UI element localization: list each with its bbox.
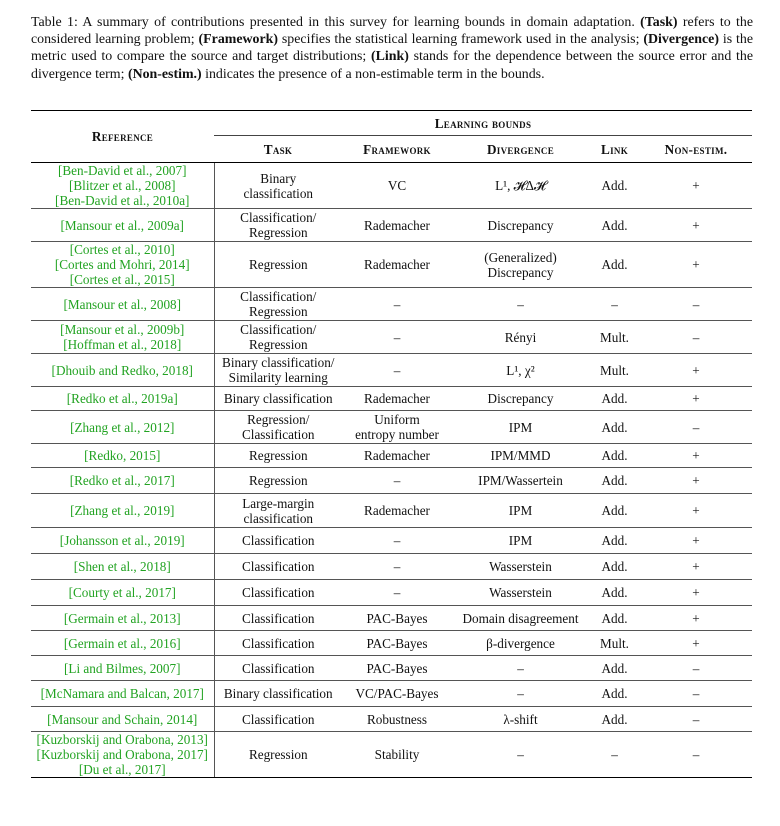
citation-link[interactable]: [Zhang et al., 2012] (70, 419, 175, 435)
cell-framework-line: PAC-Bayes (366, 660, 428, 676)
cell-nonestim: – (640, 707, 752, 732)
cell-link: – (589, 288, 640, 321)
cell-divergence-line: Rényi (504, 329, 537, 345)
table-row (31, 242, 752, 288)
cell-divergence (452, 656, 589, 681)
cell-task-line: Classification (241, 427, 315, 442)
cell-nonestim: – (640, 411, 752, 444)
citation-link[interactable]: [Redko et al., 2017] (69, 473, 175, 488)
cell-framework-line: Rademacher (364, 503, 430, 518)
cell-task-line: Similarity learning (228, 370, 328, 385)
cell-divergence-line: – (517, 660, 524, 676)
citation-link[interactable]: [Germain et al., 2016] (63, 635, 181, 651)
cell-nonestim: – (640, 321, 752, 354)
citation-link[interactable]: [Cortes et al., 2010] (69, 242, 175, 257)
cell-link: Add. (589, 411, 640, 444)
cell-framework-line: Rademacher (364, 217, 430, 233)
table-row (31, 580, 752, 606)
cell-divergence (452, 411, 589, 444)
citation-link[interactable]: [Johansson et al., 2019] (59, 533, 185, 548)
caption-term-framework: (Framework) (198, 32, 278, 48)
cell-divergence-line: IPM/MMD (490, 448, 551, 463)
cell-reference (31, 468, 214, 494)
cell-task-line: Regression (248, 448, 308, 463)
cell-task (214, 656, 342, 681)
cell-task-line: Binary classification (223, 391, 333, 406)
cell-divergence-line: – (517, 296, 524, 312)
caption-term-divergence: (Divergence) (643, 32, 719, 48)
learning-bounds-table (31, 110, 752, 778)
cell-reference (31, 631, 214, 656)
citation-link[interactable]: [Li and Bilmes, 2007] (64, 660, 181, 676)
header-learning-bounds: Learning bounds (214, 111, 752, 136)
table-row (31, 354, 752, 387)
cell-task (214, 631, 342, 656)
caption-term-task: (Task) (640, 15, 678, 30)
cell-task-line: Binary classification/ (222, 355, 335, 370)
cell-task-line: Classification/ (240, 210, 317, 225)
table-row (31, 321, 752, 354)
cell-task-line: classification (243, 510, 314, 526)
header-nonestim: Non-estim. (640, 136, 752, 163)
cell-framework (342, 209, 452, 242)
cell-reference (31, 606, 214, 631)
cell-framework (342, 528, 452, 554)
cell-framework (342, 321, 452, 354)
cell-divergence (452, 606, 589, 631)
cell-nonestim: + (640, 163, 752, 209)
cell-divergence (452, 444, 589, 468)
table-row (31, 681, 752, 707)
table-row (31, 209, 752, 242)
cell-divergence-line: Wasserstein (489, 585, 552, 600)
caption-label: Table 1: (31, 15, 78, 30)
cell-link: Mult. (589, 354, 640, 387)
cell-framework-line: Rademacher (364, 257, 430, 272)
citation-link[interactable]: [Redko et al., 2019a] (66, 391, 178, 406)
cell-divergence (452, 209, 589, 242)
cell-task (214, 707, 342, 732)
citation-link[interactable]: [Mansour et al., 2008] (63, 296, 182, 312)
header-link: Link (589, 136, 640, 163)
cell-task-line: Regression (248, 337, 308, 352)
cell-task (214, 321, 342, 354)
cell-divergence (452, 580, 589, 606)
cell-divergence-line: (Generalized) (484, 249, 557, 265)
cell-link: – (589, 732, 640, 778)
cell-divergence-line: L¹, 𝓗Δ𝓗 (495, 178, 546, 193)
cell-nonestim: + (640, 494, 752, 528)
cell-task (214, 354, 342, 387)
citation-link[interactable]: [McNamara and Balcan, 2017] (40, 686, 204, 701)
cell-task-line: Classification (241, 533, 315, 548)
cell-framework (342, 387, 452, 411)
cell-task-line: Classification/ (240, 289, 317, 304)
cell-divergence (452, 554, 589, 580)
cell-divergence-line: λ-shift (503, 711, 538, 727)
cell-framework-line: Uniform (374, 412, 420, 427)
cell-nonestim: + (640, 580, 752, 606)
cell-link: Add. (589, 387, 640, 411)
cell-task-line: Classification (241, 711, 315, 727)
cell-framework (342, 494, 452, 528)
citation-link[interactable]: [Shen et al., 2018] (73, 559, 171, 574)
table-row (31, 656, 752, 681)
cell-divergence-line: Discrepancy (487, 264, 554, 280)
table-row (31, 387, 752, 411)
cell-framework-line: entropy number (355, 427, 439, 442)
cell-link: Mult. (589, 631, 640, 656)
citation-link[interactable]: [Cortes et al., 2015] (69, 272, 175, 287)
cell-framework-line: PAC-Bayes (366, 610, 428, 626)
cell-divergence-line: IPM/Wassertein (478, 473, 563, 488)
cell-reference (31, 387, 214, 411)
cell-divergence-line: IPM (508, 419, 533, 435)
cell-divergence-line: IPM (508, 503, 533, 518)
cell-task-line: Regression (248, 747, 308, 762)
table-row (31, 163, 752, 209)
cell-framework-line: Stability (374, 747, 420, 762)
table-row (31, 494, 752, 528)
cell-reference (31, 681, 214, 707)
cell-divergence (452, 732, 589, 778)
cell-task-line: Classification (241, 660, 315, 676)
cell-framework-line: Rademacher (364, 448, 430, 463)
cell-reference (31, 732, 214, 778)
cell-divergence (452, 528, 589, 554)
cell-link: Add. (589, 580, 640, 606)
cell-framework (342, 354, 452, 387)
table-row (31, 288, 752, 321)
table-row (31, 707, 752, 732)
cell-framework (342, 580, 452, 606)
cell-task (214, 494, 342, 528)
citation-link[interactable]: [Zhang et al., 2019] (70, 503, 175, 518)
cell-framework (342, 163, 452, 209)
cell-task (214, 580, 342, 606)
cell-nonestim: + (640, 468, 752, 494)
cell-link: Add. (589, 468, 640, 494)
cell-reference (31, 528, 214, 554)
citation-link[interactable]: [Dhouib and Redko, 2018] (51, 362, 193, 378)
cell-task-line: Binary classification (223, 686, 333, 701)
citation-link[interactable]: [Courty et al., 2017] (68, 585, 176, 600)
cell-framework-line: PAC-Bayes (366, 635, 428, 651)
table-row (31, 606, 752, 631)
cell-link: Add. (589, 606, 640, 631)
table-row (31, 554, 752, 580)
cell-nonestim: + (640, 528, 752, 554)
cell-link: Add. (589, 242, 640, 288)
citation-link[interactable]: [Ben-David et al., 2007] (57, 163, 187, 178)
caption-term-link: (Link) (371, 49, 409, 65)
cell-task-line: Regression (248, 304, 308, 319)
cell-divergence (452, 288, 589, 321)
cell-divergence (452, 681, 589, 707)
citation-link[interactable]: [Hoffman et al., 2018] (63, 337, 182, 352)
cell-task (214, 468, 342, 494)
cell-framework-line: Rademacher (364, 391, 430, 406)
cell-divergence-line: β-divergence (486, 635, 555, 651)
cell-framework-line: – (393, 533, 401, 548)
cell-reference (31, 580, 214, 606)
cell-nonestim: – (640, 656, 752, 681)
cell-framework-line: Robustness (366, 711, 428, 727)
citation-link[interactable]: [Germain et al., 2013] (63, 610, 181, 626)
cell-framework (342, 554, 452, 580)
cell-task (214, 209, 342, 242)
cell-task (214, 444, 342, 468)
cell-reference (31, 242, 214, 288)
cell-task-line: Binary (260, 170, 297, 186)
citation-link[interactable]: [Kuzborskij and Orabona, 2017] (36, 747, 208, 762)
table-row (31, 411, 752, 444)
cell-divergence-line: L¹, χ² (506, 362, 535, 378)
cell-framework (342, 444, 452, 468)
cell-nonestim: + (640, 387, 752, 411)
cell-nonestim: – (640, 288, 752, 321)
cell-reference (31, 554, 214, 580)
cell-framework-line: – (393, 473, 401, 488)
caption-term-nonestim: (Non-estim.) (127, 66, 202, 82)
cell-nonestim: + (640, 631, 752, 656)
cell-task-line: Large-margin (242, 495, 315, 511)
cell-nonestim: – (640, 732, 752, 778)
cell-divergence (452, 242, 589, 288)
cell-divergence-line: IPM (508, 533, 533, 548)
cell-divergence (452, 163, 589, 209)
cell-framework (342, 656, 452, 681)
cell-task-line: Regression/ (247, 412, 310, 427)
cell-divergence-line: – (517, 686, 524, 701)
cell-link: Add. (589, 681, 640, 707)
cell-divergence (452, 494, 589, 528)
cell-reference (31, 163, 214, 209)
cell-framework (342, 411, 452, 444)
cell-task-line: classification (243, 185, 314, 201)
cell-framework (342, 606, 452, 631)
cell-task-line: Regression (248, 225, 308, 240)
cell-reference (31, 321, 214, 354)
citation-link[interactable]: [Kuzborskij and Orabona, 2013] (36, 732, 208, 747)
table-row (31, 631, 752, 656)
cell-divergence (452, 321, 589, 354)
table-body (31, 163, 752, 778)
cell-task (214, 163, 342, 209)
cell-link: Add. (589, 707, 640, 732)
cell-link: Add. (589, 554, 640, 580)
cell-framework-line: – (393, 329, 401, 345)
cell-framework-line: – (393, 585, 401, 600)
header-divergence: Divergence (452, 136, 589, 163)
cell-link: Add. (589, 494, 640, 528)
cell-task-line: Regression (248, 257, 308, 272)
cell-divergence (452, 354, 589, 387)
table-row (31, 468, 752, 494)
cell-framework (342, 242, 452, 288)
citation-link[interactable]: [Mansour et al., 2009a] (60, 217, 184, 233)
header-reference: Reference (31, 111, 214, 163)
citation-link[interactable]: [Ben-David et al., 2010a] (55, 193, 190, 208)
table-row (31, 444, 752, 468)
cell-framework-line: – (393, 362, 401, 378)
cell-reference (31, 411, 214, 444)
cell-nonestim: + (640, 444, 752, 468)
header-framework: Framework (342, 136, 452, 163)
cell-nonestim: + (640, 354, 752, 387)
cell-divergence (452, 707, 589, 732)
cell-framework (342, 468, 452, 494)
citation-link[interactable]: [Du et al., 2017] (78, 762, 166, 777)
cell-framework-line: VC (387, 178, 407, 193)
cell-framework (342, 681, 452, 707)
cell-link: Add. (589, 163, 640, 209)
cell-nonestim: + (640, 606, 752, 631)
header-task: Task (214, 136, 342, 163)
cell-reference (31, 494, 214, 528)
cell-divergence-line: – (517, 747, 524, 762)
cell-task-line: Classification (241, 585, 315, 600)
table-row (31, 528, 752, 554)
cell-divergence (452, 387, 589, 411)
cell-divergence (452, 631, 589, 656)
cell-divergence (452, 468, 589, 494)
cell-reference (31, 444, 214, 468)
cell-nonestim: – (640, 681, 752, 707)
cell-task (214, 288, 342, 321)
cell-reference (31, 656, 214, 681)
cell-task (214, 732, 342, 778)
cell-task-line: Classification (241, 610, 315, 626)
citation-link[interactable]: [Mansour et al., 2009b] (60, 322, 185, 337)
cell-task-line: Classification/ (240, 322, 317, 337)
cell-reference (31, 209, 214, 242)
cell-framework-line: VC/PAC-Bayes (355, 686, 439, 701)
cell-divergence-line: Discrepancy (487, 391, 554, 406)
cell-task (214, 528, 342, 554)
cell-task (214, 606, 342, 631)
cell-task (214, 554, 342, 580)
cell-nonestim: + (640, 209, 752, 242)
cell-framework (342, 631, 452, 656)
table-row (31, 732, 752, 778)
cell-divergence-line: Discrepancy (487, 217, 554, 233)
cell-reference (31, 288, 214, 321)
table-caption: Table 1: A summary of contributions presented in this survey for learning bounds in domain adaptation. (Task) refers to the considered learning problem; (Framework) specifies the statistical learning framework used in the analysis; (Divergence) is the metric used to compare the source and target distributions; (Link) stands for the dependence between the source error and the divergence term; (Non-estim.) indicates the presence of a non-estimable term in the bounds. (31, 15, 753, 82)
cell-link: Add. (589, 656, 640, 681)
cell-divergence-line: Wasserstein (489, 559, 552, 574)
cell-framework (342, 707, 452, 732)
cell-link: Add. (589, 528, 640, 554)
cell-task (214, 411, 342, 444)
cell-task (214, 387, 342, 411)
cell-task-line: Regression (248, 473, 308, 488)
cell-link: Mult. (589, 321, 640, 354)
cell-reference (31, 707, 214, 732)
cell-framework-line: – (393, 296, 401, 312)
citation-link[interactable]: [Cortes and Mohri, 2014] (54, 257, 190, 272)
cell-divergence-line: Domain disagreement (462, 610, 579, 626)
citation-link[interactable]: [Redko, 2015] (84, 448, 161, 463)
cell-link: Add. (589, 444, 640, 468)
citation-link[interactable]: [Blitzer et al., 2008] (68, 178, 176, 193)
cell-task (214, 242, 342, 288)
cell-framework (342, 732, 452, 778)
cell-nonestim: + (640, 554, 752, 580)
cell-task (214, 681, 342, 707)
cell-framework (342, 288, 452, 321)
cell-nonestim: + (640, 242, 752, 288)
cell-framework-line: – (393, 559, 401, 574)
cell-task-line: Classification (241, 635, 315, 651)
citation-link[interactable]: [Mansour and Schain, 2014] (47, 711, 198, 727)
cell-task-line: Classification (241, 559, 315, 574)
cell-link: Add. (589, 209, 640, 242)
cell-reference (31, 354, 214, 387)
